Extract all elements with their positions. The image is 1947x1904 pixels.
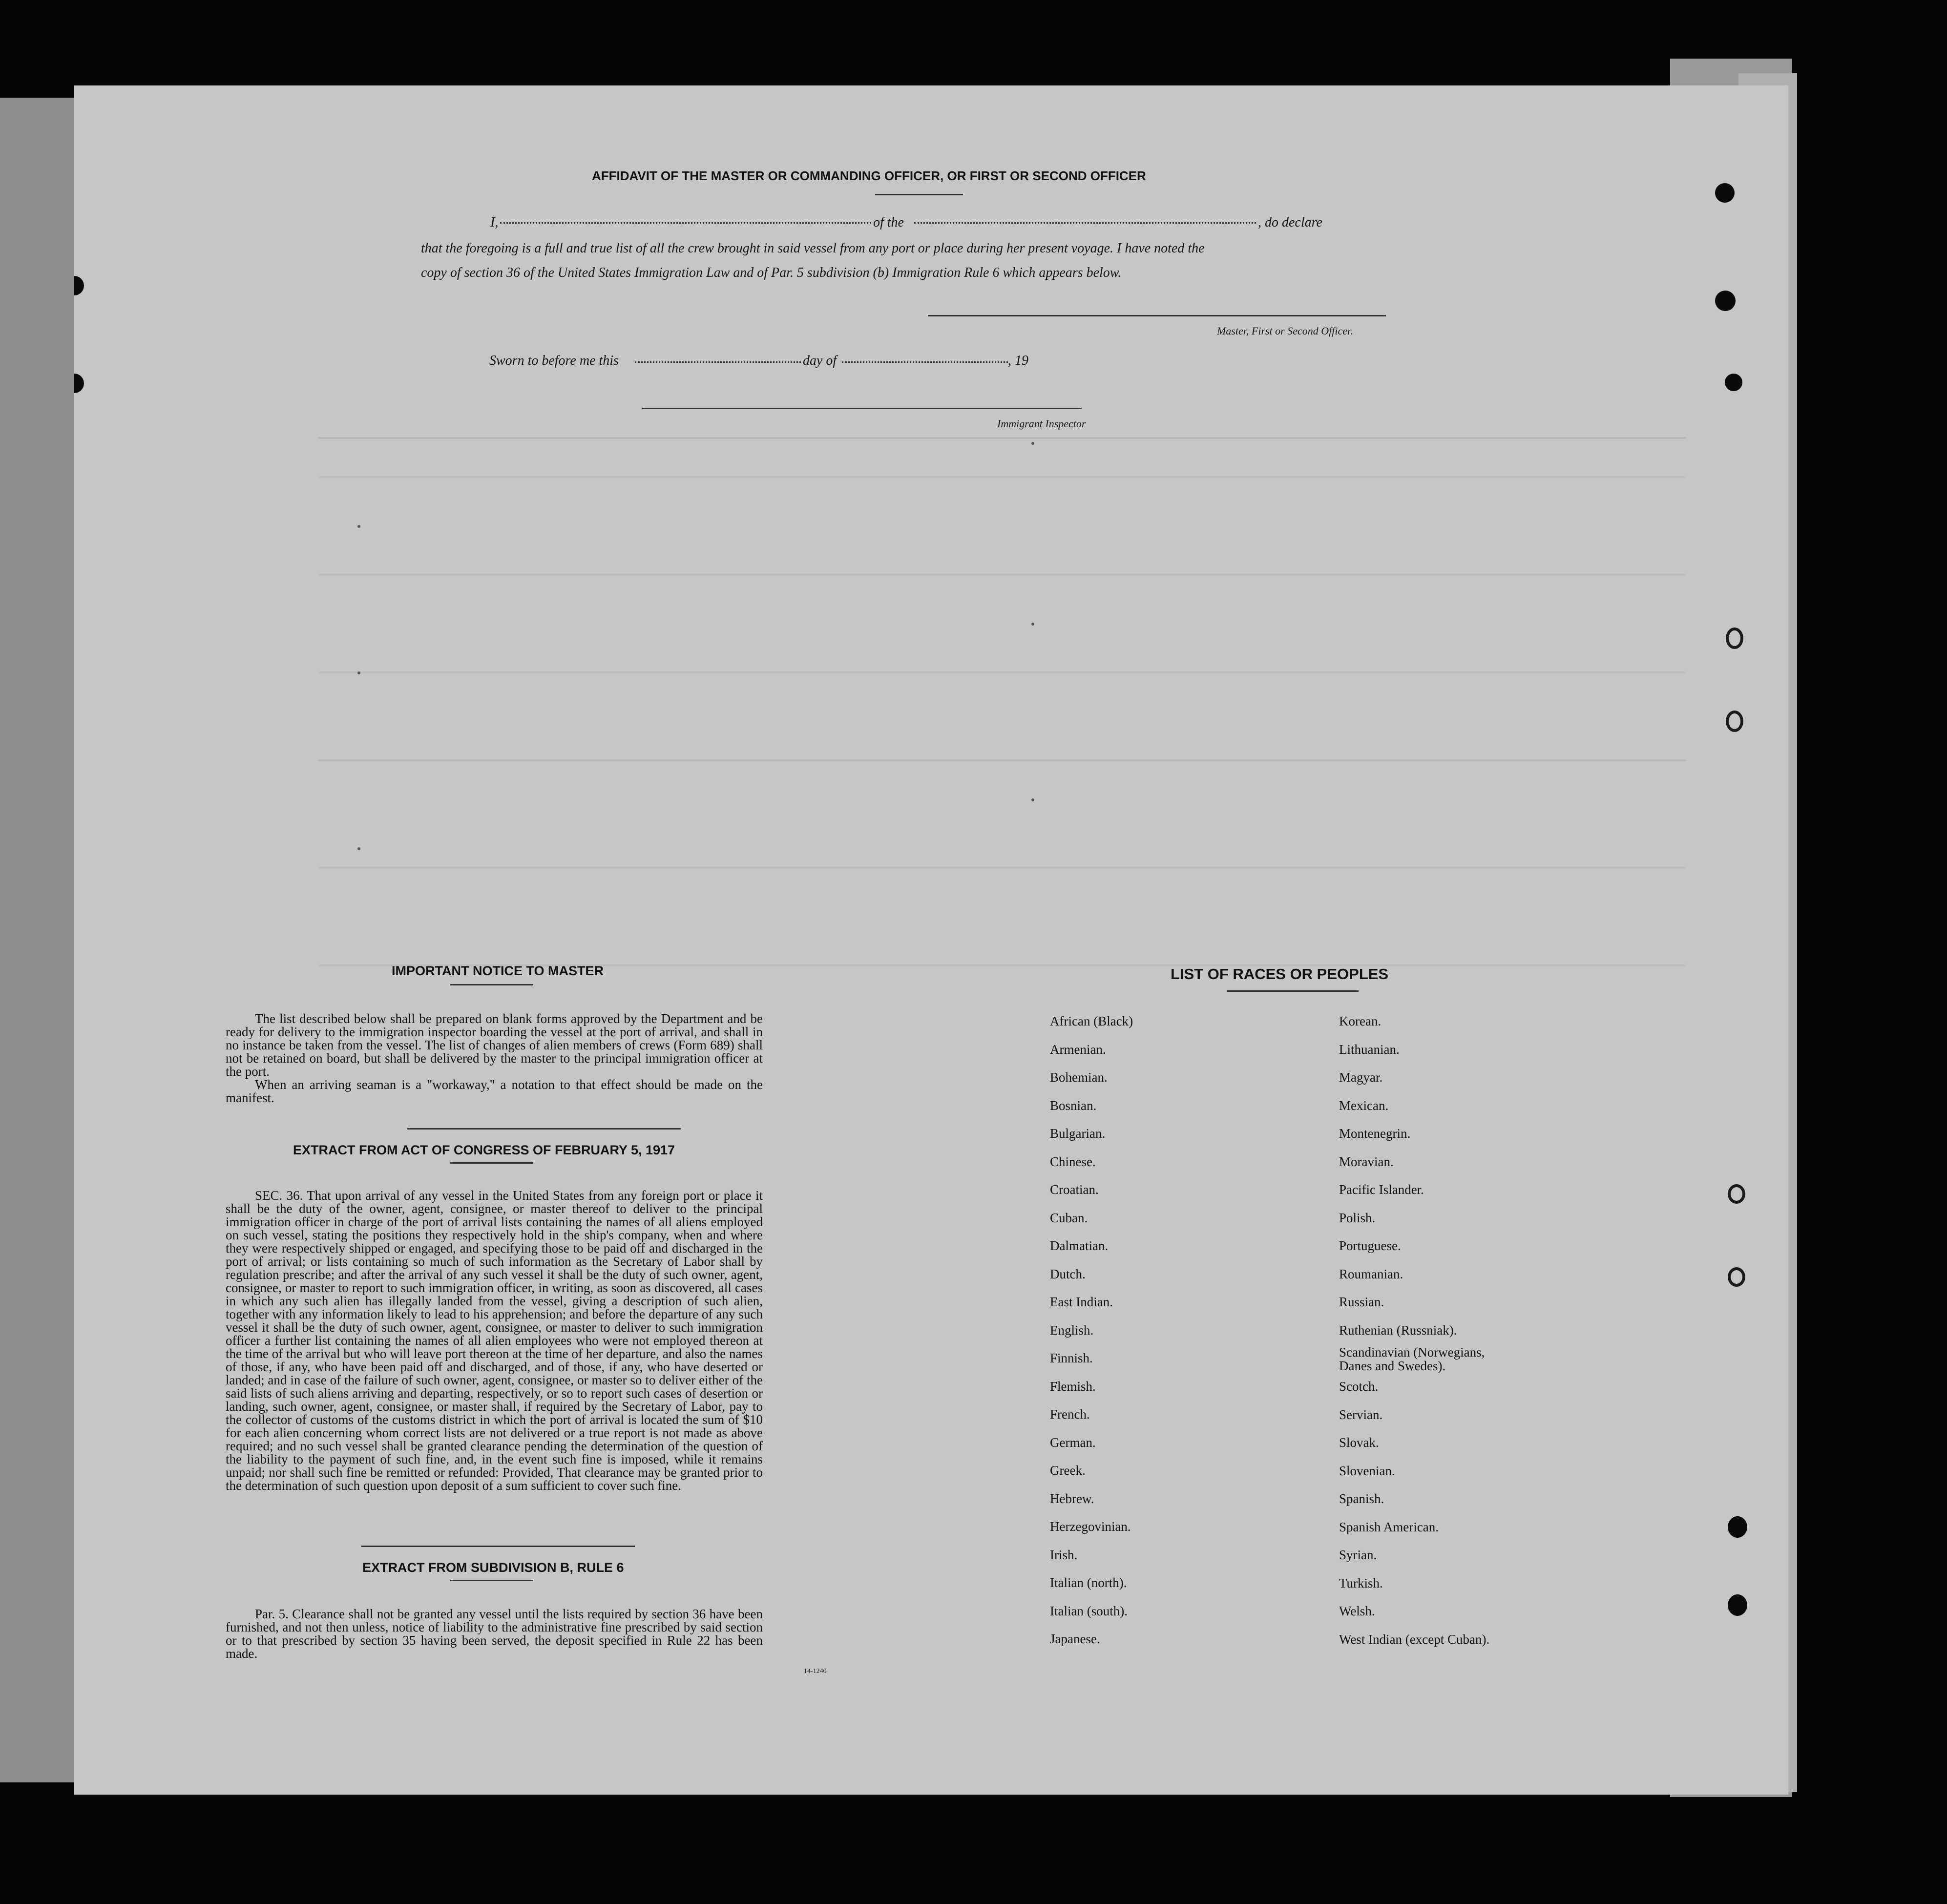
bleed-through [318,867,1686,869]
bleed-through [318,437,1686,439]
races-column-1 [1050,1007,1323,1653]
race-item: French. [1050,1407,1090,1422]
notice-title-rule [450,984,533,985]
bleed-through [318,671,1686,673]
race-item: Spanish American. [1339,1519,1439,1534]
bleed-mark [357,671,360,674]
par-5-text: Par. 5. Clearance shall not be granted any vessel until the lists required by section 36 have been furnished, and not then unless, notice of liability to the administrative fine prescribed by said section or to that prescribed by section 35 having been served, the deposit specified in Rule 22 has been made. [226,1607,763,1661]
race-item: Croatian. [1050,1182,1099,1197]
binder-hole [1726,628,1743,649]
extract-rule-title-rule [450,1580,533,1581]
section-divider [407,1128,681,1130]
declare-text: , do declare [1258,215,1322,230]
extract-act-title: EXTRACT FROM ACT OF CONGRESS OF FEBRUARY 5, 1917 [293,1143,675,1157]
bleed-through [318,759,1686,761]
race-item: Portuguese. [1339,1238,1401,1253]
notice-title: IMPORTANT NOTICE TO MASTER [392,963,604,978]
vessel-name-field[interactable] [914,222,1256,224]
race-item: Polish. [1339,1210,1376,1225]
race-item: Chinese. [1050,1154,1096,1169]
bleed-through [318,476,1686,478]
sworn-month-field[interactable] [842,361,1008,363]
binder-hole [1715,183,1735,203]
extract-rule-body [226,1608,763,1660]
race-item: Bulgarian. [1050,1126,1106,1141]
race-item: Scotch. [1339,1379,1379,1394]
race-item: Pacific Islander. [1339,1182,1424,1197]
race-item: Dalmatian. [1050,1238,1109,1253]
race-item: Slovak. [1339,1435,1379,1450]
extract-act-title-rule [450,1162,533,1164]
master-signature-line[interactable] [928,315,1386,316]
bleed-mark [1031,442,1034,445]
binder-hole [74,374,84,393]
race-item: Flemish. [1050,1379,1096,1394]
races-title-rule [1227,990,1359,992]
race-item: Herzegovinian. [1050,1519,1131,1534]
bleed-mark [357,525,360,528]
race-item: Scandinavian (Norwegians, Danes and Swedes). [1339,1345,1485,1373]
affidavit-line-2: that the foregoing is a full and true list of all the crew brought in said vessel from any port or place during her present voyage. I have noted the [421,241,1205,256]
inspector-label: Immigrant Inspector [997,418,1086,430]
section-divider [361,1546,635,1547]
left-binding-strip [0,98,74,1782]
sworn-day-of: day of [803,353,837,368]
races-title: LIST OF RACES OR PEOPLES [1171,965,1389,983]
race-item: Japanese. [1050,1632,1100,1646]
race-item: Montenegrin. [1339,1126,1411,1141]
race-item: West Indian (except Cuban). [1339,1632,1490,1647]
race-item: Greek. [1050,1463,1086,1478]
bleed-mark [357,847,360,850]
race-item: Spanish. [1339,1491,1384,1506]
race-item: Servian. [1339,1407,1383,1422]
vessel-label: of the [873,215,904,230]
race-item: Magyar. [1339,1070,1383,1085]
race-item: Armenian. [1050,1042,1106,1057]
affidavit-line-3: copy of section 36 of the United States Immigration Law and of Par. 5 subdivision (b) Immigration Rule 6 which appears below. [421,265,1122,280]
extract-rule-title: EXTRACT FROM SUBDIVISION B, RULE 6 [362,1560,624,1575]
binder-hole [1726,711,1743,732]
race-item: Slovenian. [1339,1463,1395,1478]
race-item: German. [1050,1435,1096,1450]
race-item: Korean. [1339,1014,1382,1028]
notice-body [226,1012,763,1105]
race-item: Ruthenian (Russniak). [1339,1322,1457,1338]
declarant-label: I, [490,215,499,230]
sworn-prefix: Sworn to before me this [489,353,619,368]
race-item: Welsh. [1339,1604,1375,1618]
binder-hole [1728,1267,1745,1287]
extract-act-body [226,1189,763,1492]
race-item: Russian. [1339,1295,1384,1309]
race-item: Moravian. [1339,1154,1394,1169]
race-item: Italian (north). [1050,1575,1127,1590]
sworn-day-field[interactable] [635,361,801,363]
master-signature-label: Master, First or Second Officer. [1217,325,1353,337]
race-item: English. [1050,1322,1094,1338]
race-item: Bohemian. [1050,1070,1108,1085]
inspector-signature-line[interactable] [642,408,1082,409]
race-item: Roumanian. [1339,1266,1403,1281]
race-item: Finnish. [1050,1351,1093,1365]
race-item: Irish. [1050,1547,1078,1562]
races-column-2 [1339,1007,1652,1653]
affidavit-title-rule [875,194,963,195]
sworn-year: , 19 [1008,353,1028,368]
binder-hole [1715,291,1736,311]
binder-hole [1728,1184,1745,1204]
document-page [74,85,1788,1795]
section-36-text: SEC. 36. That upon arrival of any vessel in the United States from any foreign port or place it shall be the duty of the owner, agent, consignee, or master thereof to deliver to the principal immigration officer in charge of the port of arrival lists containing the names of all aliens employed on such vessel, stating the positions they respectively hold in the ship's company, when and where they were respectively shipped or engaged, and specifying those to be paid off and discharged in the port of arrival; or lists containing so much of such information as the Secretary of Labor shall by regulation prescribe; and after the arrival of any such vessel it shall be the duty of such owner, agent, consignee, or master to report to such immigration officer, in writing, as soon as discovered, all cases in which any such alien has illegally landed from the vessel, giving a description of such alien, together with any information likely to lead to his apprehension; and before the departure of any such vessel it shall be the duty of such owner, agent, consignee, or master to deliver to such immigration officer a further list containing the names of all alien employees who were not employed thereon at the time of the arrival but who will leave port thereon at the time of her departure, and also the names of those, if any, who have been paid off and discharged, and of those, if any, who have deserted or landed; and in case of the failure of such owner, agent, consignee, or master so to deliver either of the said lists of such aliens arriving and departing, respectively, or so to report such cases of desertion or landing, such owner, agent, consignee, or master shall, if required by the Secretary of Labor, pay to the collector of customs of the customs district in which the port of arrival is located the sum of $10 for each alien concerning whom correct lists are not delivered or a true report is not made as above required; and no such vessel shall be granted clearance pending the determination of the question of the liability to the payment of such fine, and, in the event such fine is imposed, while it remains unpaid; nor shall such fine be remitted or refunded: Provided, That clearance may be granted prior to the determination of such question upon deposit of a sum sufficient to cover such fine. [226,1188,763,1493]
notice-paragraph-1: The list described below shall be prepared on blank forms approved by the Department and be ready for delivery to the immigration inspector boarding the vessel at the port of arrival, and shall in no instance be taken from the vessel. The list of changes of alien members of crews (Form 689) shall not be retained on board, but shall be delivered by the master to the principal immigration officer at the port. [226,1011,763,1079]
race-item: Mexican. [1339,1098,1389,1113]
race-item: Lithuanian. [1339,1042,1400,1057]
race-item: Bosnian. [1050,1098,1097,1113]
bleed-mark [1031,623,1034,626]
race-item: African (Black) [1050,1014,1133,1028]
bleed-mark [1031,798,1034,801]
race-item: Cuban. [1050,1210,1088,1225]
race-item: Syrian. [1339,1548,1377,1562]
race-item: Dutch. [1050,1266,1086,1281]
race-item: Turkish. [1339,1575,1383,1590]
binder-hole [1725,374,1742,391]
binder-hole [74,276,84,295]
race-item: Italian (south). [1050,1603,1128,1618]
race-item: East Indian. [1050,1295,1113,1309]
declarant-name-field[interactable] [500,222,871,224]
binder-hole [1728,1594,1747,1616]
binder-hole [1728,1516,1747,1538]
bleed-through [318,574,1686,576]
race-item: Hebrew. [1050,1491,1094,1506]
notice-paragraph-2: When an arriving seaman is a "workaway," a notation to that effect should be made on the manifest. [226,1077,763,1105]
affidavit-title: AFFIDAVIT OF THE MASTER OR COMMANDING OFFICER, OR FIRST OR SECOND OFFICER [592,168,1146,183]
form-number: 14-1240 [804,1668,827,1675]
